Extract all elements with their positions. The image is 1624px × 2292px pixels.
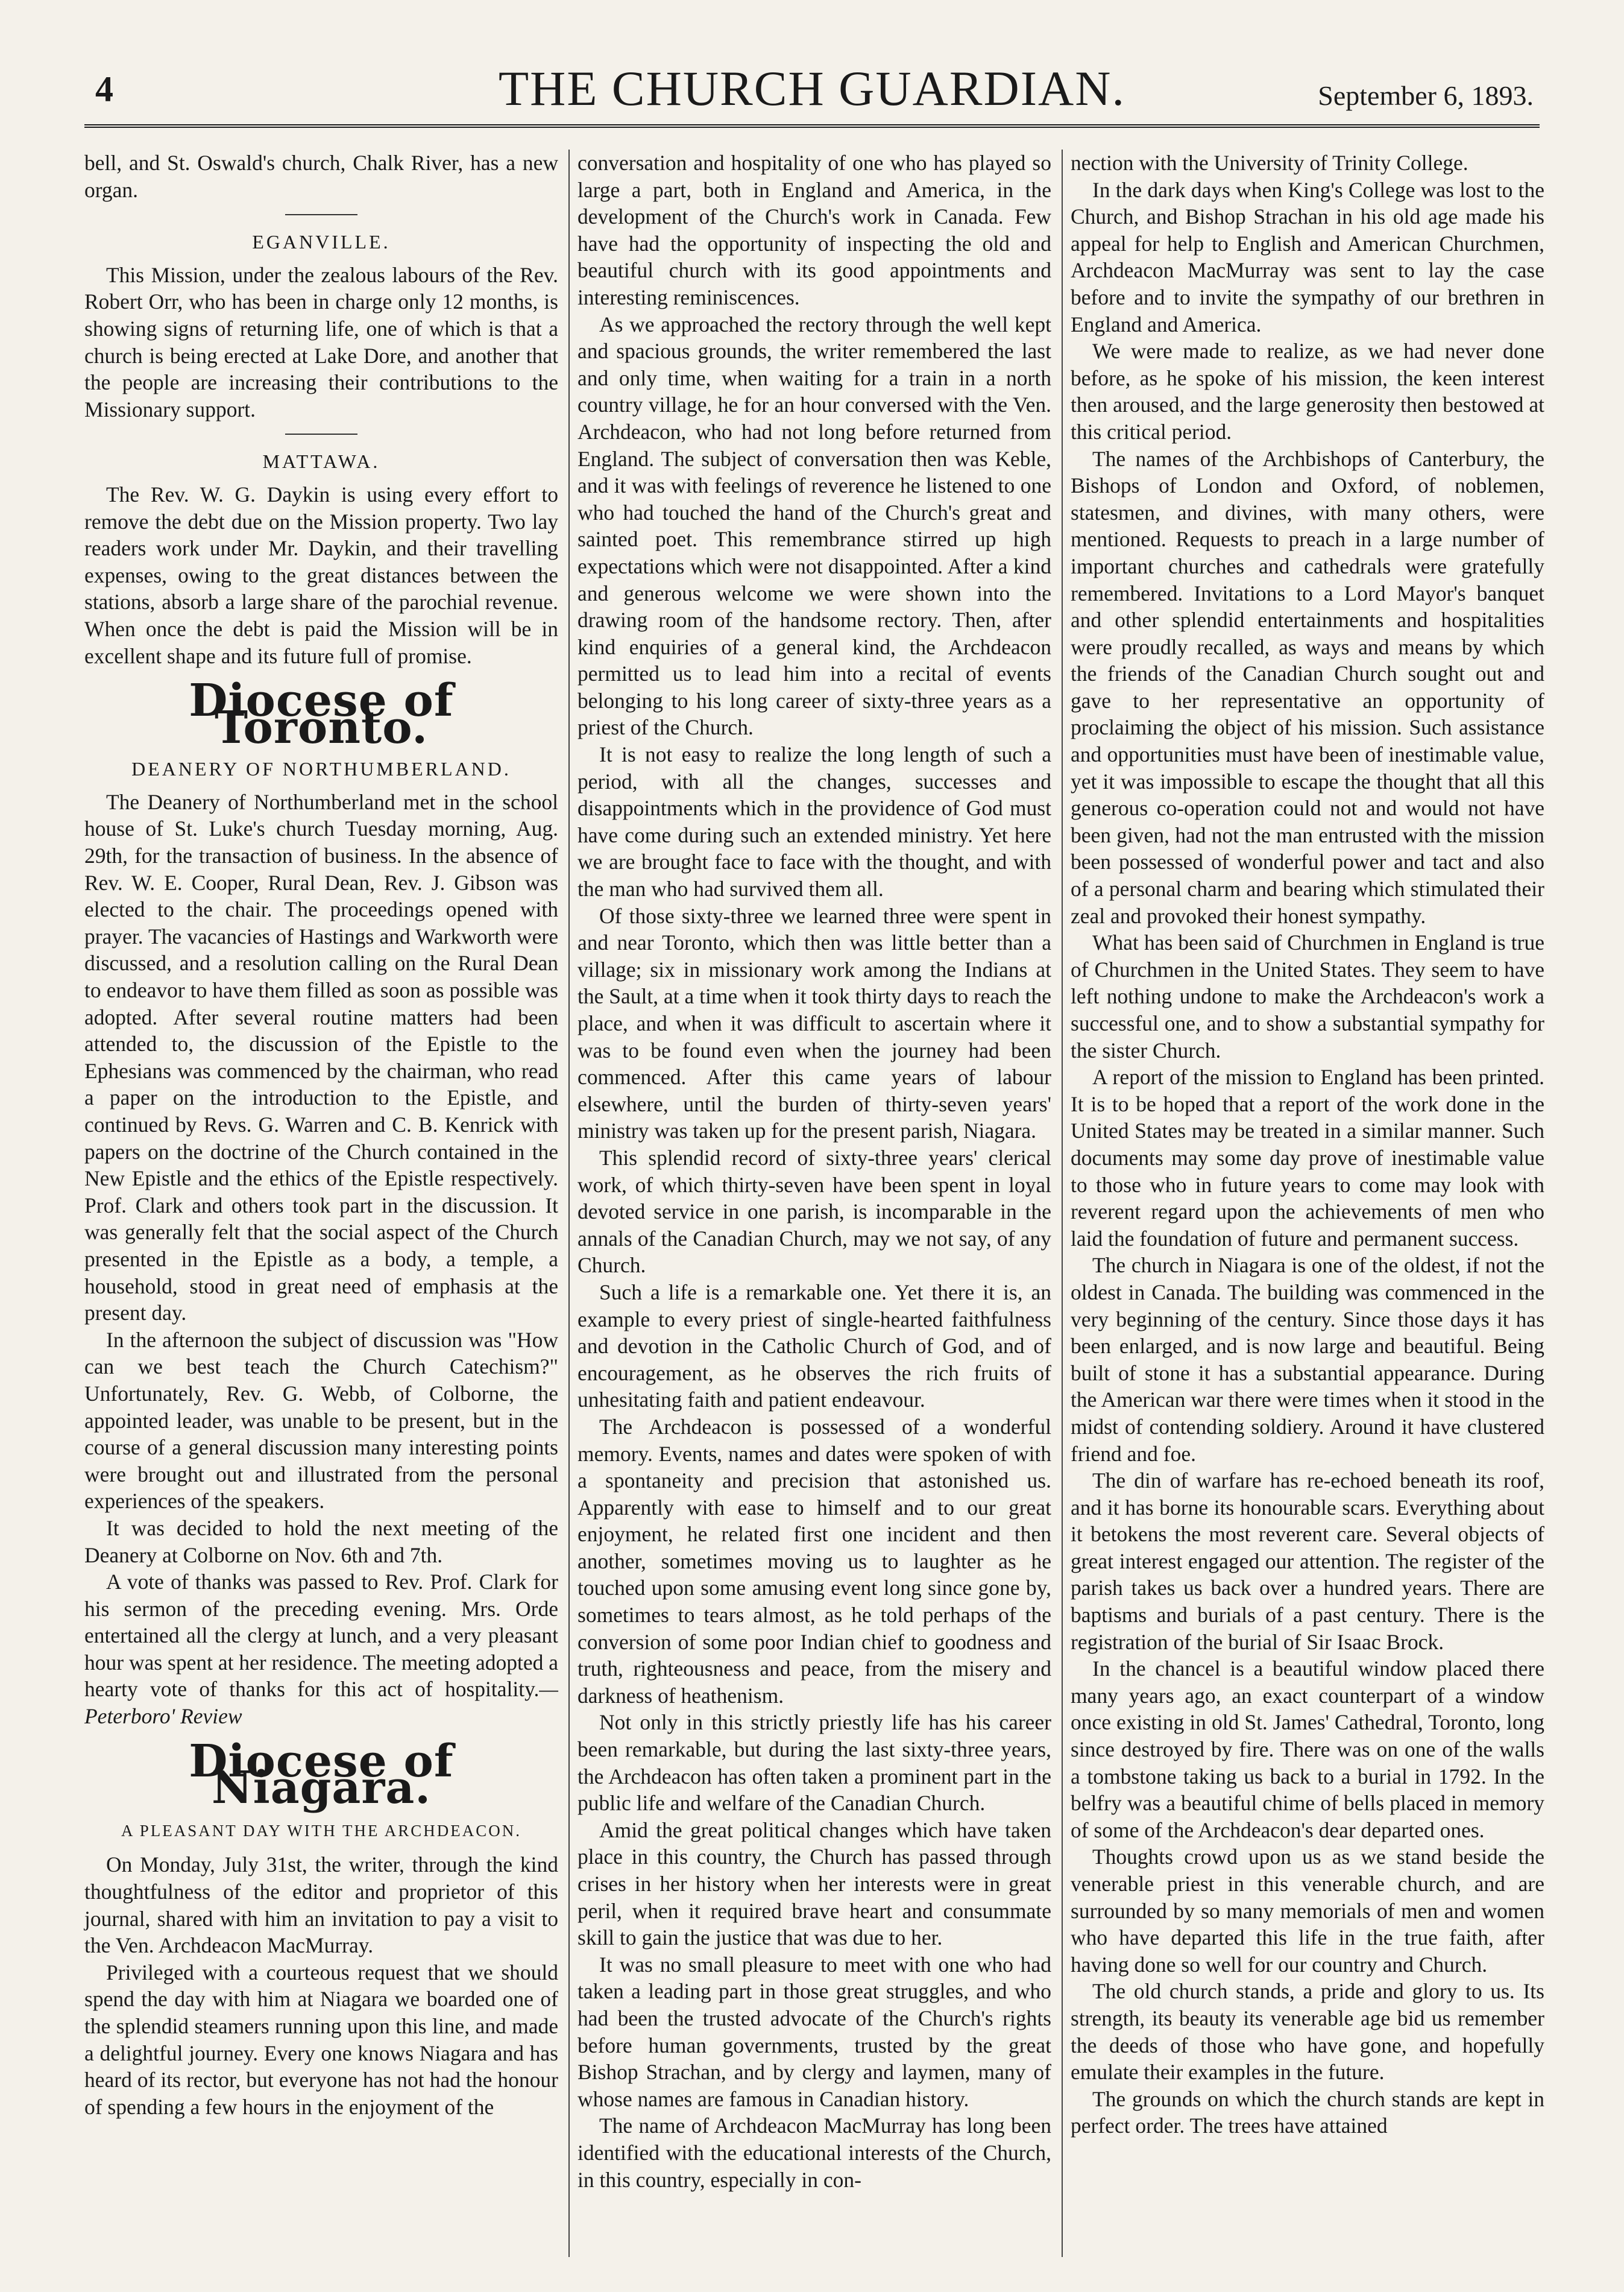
column-divider: [568, 150, 570, 2257]
column-3: [1071, 150, 1544, 2139]
section-divider: [285, 214, 357, 215]
issue-date: September 6, 1893.: [1318, 80, 1534, 111]
source-credit: —Peterboro' Review: [84, 1677, 558, 1729]
paragraph: Thoughts crowd upon us as we stand beside the venerable priest in this venerable church, and are surrounded by so many memorials of men and women who have departed this life in the true faith, after having done so well for our country and Church.: [1071, 1845, 1544, 1977]
paragraph: It was decided to hold the next meeting of the Deanery at Colborne on Nov. 6th and 7th.: [84, 1515, 558, 1567]
paragraph: Not only in this strictly priestly life has his career been remarkable, but during the last sixty-three years, the Archdeacon has often taken a prominent part in the public life and welfare of the Canadian Church.: [578, 1710, 1051, 1816]
masthead: [84, 58, 1540, 128]
section-heading-mattawa: MATTAWA.: [262, 450, 380, 473]
paragraph: conversation and hospitality of one who has played so large a part, both in England and America, in the development of the Church's work in Canada. Few have had the opportunity of inspecting the old and beautiful church with its good appointments and interesting reminiscences.: [578, 151, 1051, 309]
column-divider: [1062, 150, 1063, 2257]
paragraph: Such a life is a remarkable one. Yet there it is, an example to every priest of single-hearted faithfulness and devotion in the Catholic Church of God, and of encouragement, as he observes the rich fruits of unhesitating faith and patient endeavour.: [578, 1280, 1051, 1412]
paragraph: In the afternoon the subject of discussion was "How can we best teach the Church Catechism?" Unfortunately, Rev. G. Webb, of Colborne, the appointed leader, was unable to be present, but in the course of a general discussion many interesting points were brought out and illustrated from the personal experiences of the speakers.: [84, 1327, 558, 1514]
paragraph: Of those sixty-three we learned three were spent in and near Toronto, which then was little better than a village; six in missionary work among the Indians at the Sault, at a time when it took thirty days to reach the place, and when it was difficult to ascertain where it was to be found even when the journey had been commenced. After this came years of labour elsewhere, until the burden of thirty-seven years' ministry was taken up for the present parish, Niagara.: [578, 903, 1051, 1143]
paragraph: The old church stands, a pride and glory to us. Its strength, its beauty its venerable age bid us remember the deeds of those who have gone, and hopefully emulate their examples in the future.: [1071, 1979, 1544, 2085]
diocese-heading-niagara: Diocese of Niagara.: [189, 1735, 454, 1814]
paragraph: The church in Niagara is one of the oldest, if not the oldest in Canada. The building was commenced in the very beginning of the century. Since those days it has been enlarged, and is now large and beautiful. Being built of stone it has a substantial appearance. During the American war there were times when it stood in the midst of contending soldiery. Around it have clustered friend and foe.: [1071, 1253, 1544, 1466]
paragraph: As we approached the rectory through the well kept and spacious grounds, the writer remembered the last and only time, when waiting for a train in a north country village, he for an hour conversed with the Ven. Archdeacon, who had not long before returned from England. The subject of conversation then was Keble, and it was with feelings of reverence he listened to one who had touched the hand of the Church's great and sainted poet. This remembrance stirred up high expectations which were not disappointed. After a kind and generous welcome we were shown into the drawing room of the handsome rectory. Then, after kind enquiries of a general kind, the Archdeacon permitted us to lead him into a recital of events belonging to his long career of sixty-three years as a priest of the Church.: [578, 312, 1051, 740]
article-heading: A PLEASANT DAY WITH THE ARCHDEACON.: [121, 1821, 522, 1840]
paragraph: In the dark days when King's College was lost to the Church, and Bishop Strachan in his old age made his appeal for help to English and American Churchmen, Archdeacon MacMurray was sent to lay the case before and to invite the sympathy of our brethren in England and America.: [1071, 177, 1544, 336]
section-heading-deanery: DEANERY OF NORTHUMBERLAND.: [131, 758, 511, 780]
paragraph: We were made to realize, as we had never done before, as he spoke of his mission, the keen interest then aroused, and the large generosity then bestowed at this critical period.: [1071, 339, 1544, 444]
paragraph: The name of Archdeacon MacMurray has long been identified with the educational interests of the Church, in this country, especially in con-: [578, 2114, 1051, 2192]
paragraph: This Mission, under the zealous labours of the Rev. Robert Orr, who has been in charge only 12 months, is showing signs of returning life, one of which is that a church is being erected at Lake Dore, and another that the people are increasing their contributions to the Missionary support.: [84, 262, 558, 421]
section-divider: [285, 434, 357, 435]
paragraph: The din of warfare has re-echoed beneath its roof, and it has borne its honourable scars. Everything about it betokens the most reverent care. Several objects of great interest engaged our attention. The register of the parish takes us back over a hundred years. There are baptisms and burials of a past century. There is the registration of the burial of Sir Isaac Brock.: [1071, 1468, 1544, 1654]
paragraph: Amid the great political changes which have taken place in this country, the Church has passed through crises in her history when her interests were in great peril, when it required brave heart and consummate skill to gain the justice that was due to her.: [578, 1817, 1051, 1950]
column-2: [578, 150, 1051, 2193]
paragraph: [84, 1568, 558, 1730]
paragraph: bell, and St. Oswald's church, Chalk River, has a new organ.: [84, 151, 558, 202]
paragraph: Privileged with a courteous request that we should spend the day with him at Niagara we boarded one of the splendid steamers running upon this line, and made a delightful journey. Every one knows Niagara and has heard of its rector, but everyone has not had the honour of spending a few hours in the enjoyment of the: [84, 1960, 558, 2119]
newspaper-title: THE CHURCH GUARDIAN.: [499, 61, 1125, 116]
paragraph: On Monday, July 31st, the writer, through the kind thoughtfulness of the editor and proprietor of this journal, shared with him an invitation to pay a visit to the Ven. Archdeacon MacMurray.: [84, 1852, 558, 1958]
paragraph: The grounds on which the church stands are kept in perfect order. The trees have attained: [1071, 2086, 1544, 2138]
paragraph: The Rev. W. G. Daykin is using every effort to remove the debt due on the Mission property. Two lay readers work under Mr. Daykin, and their travelling expenses, owing to the great distances between the stations, absorb a large share of the parochial revenue. When once the debt is paid the Mission will be in excellent shape and its future full of promise.: [84, 482, 558, 668]
column-1: [84, 150, 558, 2120]
paragraph: The names of the Archbishops of Canterbury, the Bishops of London and Oxford, of noblemen, statesmen, and divines, with many others, were mentioned. Requests to preach in a large number of important churches and cathedrals were gratefully remembered. Invitations to a Lord Mayor's banquet and other splendid entertainments and hospitalities were proudly recalled, as ways and means by which the friends of the Canadian Church sought out and gave to her representative an opportunity of proclaiming the object of his mission. Such assistance and opportunities must have been of inestimable value, yet it was impossible to escape the thought that all this generous co-operation could not and would not have been given, had not the man entrusted with the mission been possessed of wonderful power and tact and also of a personal charm and bearing which stimulated their zeal and provoked their honest sympathy.: [1071, 446, 1544, 928]
paragraph: What has been said of Churchmen in England is true of Churchmen in the United States. They seem to have left nothing undone to make the Archdeacon's work a successful one, and to show a substantial sympathy for the sister Church.: [1071, 930, 1544, 1062]
paragraph: A report of the mission to England has been printed. It is to be hoped that a report of the work done in the United States may be treated in a similar manner. Such documents may some day prove of inestimable value to those who in future years to come may look with reverent regard upon the achievements of men who laid the foundation of future and permanent success.: [1071, 1065, 1544, 1251]
page-number: 4: [95, 69, 113, 109]
paragraph: It is not easy to realize the long length of such a period, with all the changes, successes and disappointments which in the providence of God must have come during such an extended ministry. Yet here we are brought face to face with the thought, and with the man who had survived them all.: [578, 742, 1051, 901]
paragraph: It was no small pleasure to meet with one who had taken a leading part in those great struggles, and who had been the trusted advocate of the Church's rights before human governments, trusted by the great Bishop Strachan, and by clergy and laymen, many of whose names are famous in Canadian history.: [578, 1952, 1051, 2111]
paragraph: This splendid record of sixty-three years' clerical work, of which thirty-seven have been spent in loyal devoted service in one parish, is incomparable in the annals of the Canadian Church, may we not say, of any Church.: [578, 1145, 1051, 1278]
paragraph: The Deanery of Northumberland met in the school house of St. Luke's church Tuesday morning, Aug. 29th, for the transaction of business. In the absence of Rev. W. E. Cooper, Rural Dean, Rev. J. Gibson was elected to the chair. The proceedings opened with prayer. The vacancies of Hastings and Warkworth were discussed, and a resolution calling on the Rural Dean to endeavor to have them filled as soon as possible was adopted. After several routine matters had been attended to, the discussion of the Epistle to the Ephesians was commenced by the chairman, who read a paper on the introduction to the Epistle, and continued by Revs. G. Warren and C. B. Kenrick with papers on the doctrine of the Church contained in the New Epistle and the ethics of the Epistle respectively. Prof. Clark and others took part in the discussion. It was generally felt that the social aspect of the Church presented in the Epistle as a body, a temple, a household, stood in great need of emphasis at the present day.: [84, 789, 558, 1325]
diocese-heading-toronto: Diocese of Toronto.: [189, 675, 454, 754]
section-heading-eganville: EGANVILLE.: [252, 231, 391, 253]
paragraph: The Archdeacon is possessed of a wonderful memory. Events, names and dates were spoken of with a spontaneity and precision that astonished us. Apparently with ease to himself and to our great enjoyment, he related first one incident and then another, sometimes moving us to laughter as he touched upon some amusing event long since gone by, sometimes to tears almost, as he told perhaps of the conversion of some poor Indian chief to goodness and truth, righteousness and peace, from the misery and darkness of heathenism.: [578, 1414, 1051, 1708]
paragraph: nection with the University of Trinity College.: [1071, 151, 1468, 175]
paragraph: In the chancel is a beautiful window placed there many years ago, an exact counterpart of a window once existing in old St. James' Cathedral, Toronto, long since destroyed by fire. There was on one of the walls a tombstone taking us back to a burial in 1792. In the belfry was a beautiful chime of bells placed in memory of some of the Archdeacon's dear departed ones.: [1071, 1656, 1544, 1842]
paragraph-text: A vote of thanks was passed to Rev. Prof. Clark for his sermon of the preceding evening. Mrs. Orde entertained all the clergy at lunch, and a very pleasant hour was spent at her residence. The meeting adopted a hearty vote of thanks for this act of hospitality.: [84, 1570, 558, 1702]
